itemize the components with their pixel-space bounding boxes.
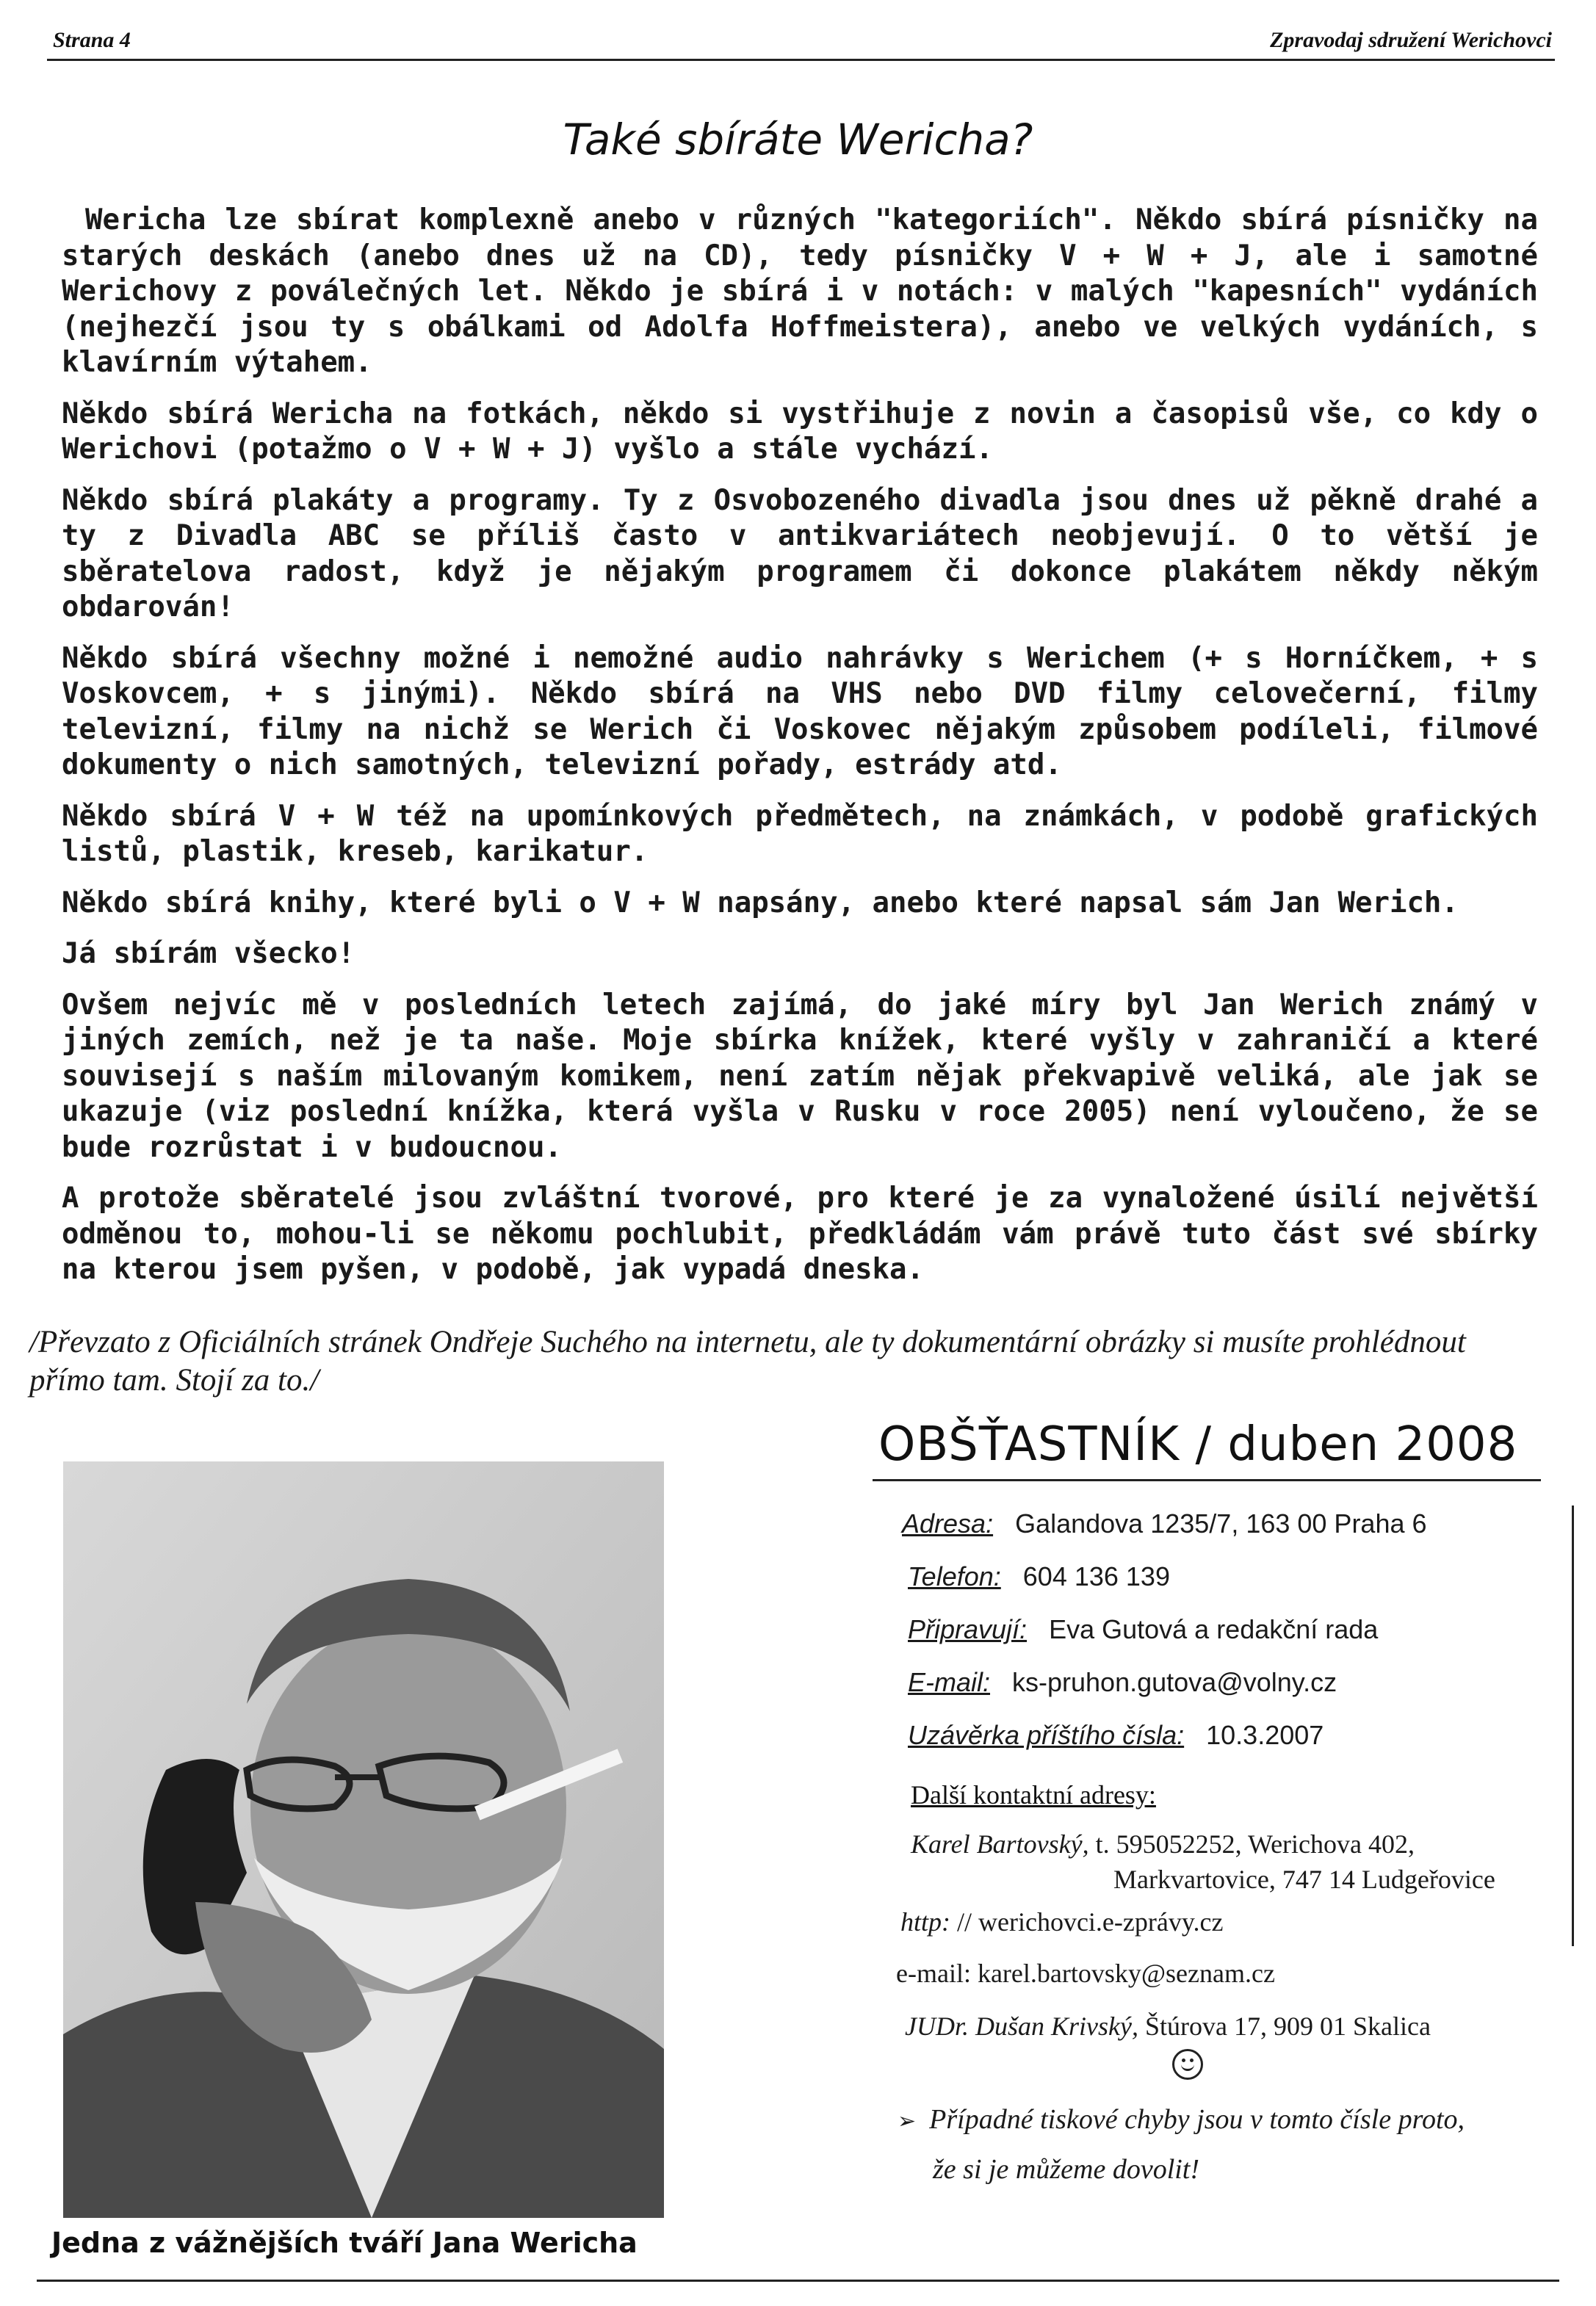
typo-note-line2: že si je můžeme dovolit! [933, 2154, 1200, 2185]
deadline-label: Uzávěrka příštího čísla: [908, 1720, 1185, 1750]
address-row [902, 1508, 1427, 1539]
arrow-bullet-icon: ➢ [898, 2109, 917, 2133]
footer-divider [37, 2280, 1559, 2282]
article-paragraph: Někdo sbírá knihy, které byli o V + W napsány, anebo které napsal sám Jan Werich. [62, 886, 1459, 919]
article-paragraph: A protože sběratelé jsou zvláštní tvorové, pro které je za vynaložené úsilí největší odměnou to, mohou-li se někomu pochlubit, předkládám vám právě tuto část své sbírky na kterou jsem pyšen, v podobě, jak vypadá dneska. [62, 1182, 1538, 1286]
address-label: Adresa: [902, 1508, 994, 1539]
article-paragraph: Někdo sbírá V + W též na upomínkových předmětech, na známkách, v podobě grafických listů, plastik, kreseb, karikatur. [62, 799, 1538, 868]
werich-photo [63, 1461, 664, 2218]
website-link[interactable]: // werichovci.e-zprávy.cz [950, 1907, 1224, 1937]
source-note: /Převzato z Oficiálních stránek Ondřeje Suchého na internetu, ale ty dokumentární obrázky si musíte prohlédnout přímo tam. Stojí za to./ [29, 1325, 1466, 1398]
contact-details: Štúrova 17, 909 01 Skalica [1138, 2012, 1431, 2041]
portrait-illustration [63, 1461, 664, 2218]
editors-label: Připravují: [908, 1614, 1028, 1644]
typo-note-text: Případné tiskové chyby jsou v tomto čísle proto, [929, 2104, 1465, 2135]
contact-name: Karel Bartovský, [911, 1829, 1089, 1859]
article-paragraph: Já sbírám všecko! [62, 937, 355, 970]
article-body [62, 203, 1538, 1304]
contact-bartovsky-address: Markvartovice, 747 14 Ludgeřovice [1113, 1865, 1495, 1894]
http-label: http: [900, 1907, 950, 1937]
contact-krivsky [905, 2011, 1431, 2042]
newsletter-name: Zpravodaj sdružení Werichovci [1270, 28, 1552, 52]
article-paragraph: Někdo sbírá všechny možné i nemožné audio nahrávky s Werichem (+ s Horníčkem, + s Voskovcem, + s jinými). Někdo sbírá na VHS nebo DVD filmy celovečerní, filmy televizní, filmy na nichž se Werich či Voskovec nějakým způsobem podíleli, filmové dokumenty o nich samotných, televizní pořady, estrády atd. [62, 641, 1538, 781]
email-row [908, 1667, 1337, 1698]
website-line [900, 1906, 1223, 1937]
photo-caption: Jedna z vážnějších tváří Jana Wericha [51, 2227, 638, 2259]
contact-name: JUDr. Dušan Krivský, [905, 2012, 1138, 2041]
page-header [53, 28, 1552, 59]
editors-row [908, 1614, 1378, 1645]
phone-label: Telefon: [908, 1561, 1001, 1591]
other-contacts-header: Další kontaktní adresy: [911, 1780, 1156, 1810]
email-label: E-mail: [908, 1667, 991, 1697]
email-link[interactable]: ks-pruhon.gutova@volny.cz [1012, 1667, 1337, 1697]
deadline-row [908, 1720, 1324, 1751]
deadline-value: 10.3.2007 [1206, 1720, 1324, 1750]
article-paragraph: Wericha lze sbírat komplexně anebo v různých "kategoriích". Někdo sbírá písničky na starých deskách (anebo dnes už na CD), tedy písničky V + W + J, ale i samotné Werichovy z poválečných let. Někdo je sbírá i v notách: v malých "kapesních" vydáních (nejhezčí jsou ty s obálkami od Adolfa Hoffmeistera), anebo ve velkých vydáních, s klavírním výtahem. [62, 203, 1538, 379]
article-paragraph: Někdo sbírá plakáty a programy. Ty z Osvobozeného divadla jsou dnes už pěkně drahé a ty z Divadla ABC se příliš často v antikvariátech neobjevují. O to větší je sběratelova radost, když je nějakým programem či dokonce plakátem někdy někým obdarován! [62, 483, 1538, 624]
editors-value: Eva Gutová a redakční rada [1049, 1614, 1379, 1644]
article-title: Také sbíráte Wericha? [563, 115, 1033, 165]
address-value: Galandova 1235/7, 163 00 Praha 6 [1015, 1508, 1427, 1539]
typo-note-line1 [898, 2103, 1465, 2136]
smiley-icon [1172, 2049, 1203, 2080]
article-paragraph: Ovšem nejvíc mě v posledních letech zajímá, do jaké míry byl Jan Werich známý v jiných zemích, než je ta naše. Moje sbírka knížek, které vyšly v zahraničí a které souvisejí s naším milovaným komikem, není zatím nějak překvapivě veliká, ale jak se ukazuje (viz poslední knížka, která vyšla v Rusku v roce 2005) není vyloučeno, že se bude rozrůstat i v budoucnou. [62, 988, 1538, 1164]
page-number: Strana 4 [53, 28, 131, 52]
contact-email[interactable]: e-mail: karel.bartovsky@seznam.cz [896, 1959, 1275, 1988]
header-divider [47, 59, 1555, 61]
contact-bartovsky [911, 1829, 1415, 1859]
masthead-title: OBŠŤASTNÍK / duben 2008 [878, 1417, 1518, 1472]
article-paragraph: Někdo sbírá Wericha na fotkách, někdo si vystřihuje z novin a časopisů vše, co kdy o Werichovi (potažmo o V + W + J) vyšlo a stále vychází. [62, 397, 1538, 466]
contact-details: t. 595052252, Werichova 402, [1088, 1829, 1415, 1859]
masthead-divider [873, 1479, 1541, 1481]
phone-row [908, 1561, 1170, 1592]
masthead-border [1572, 1506, 1574, 1946]
phone-value: 604 136 139 [1022, 1561, 1170, 1591]
